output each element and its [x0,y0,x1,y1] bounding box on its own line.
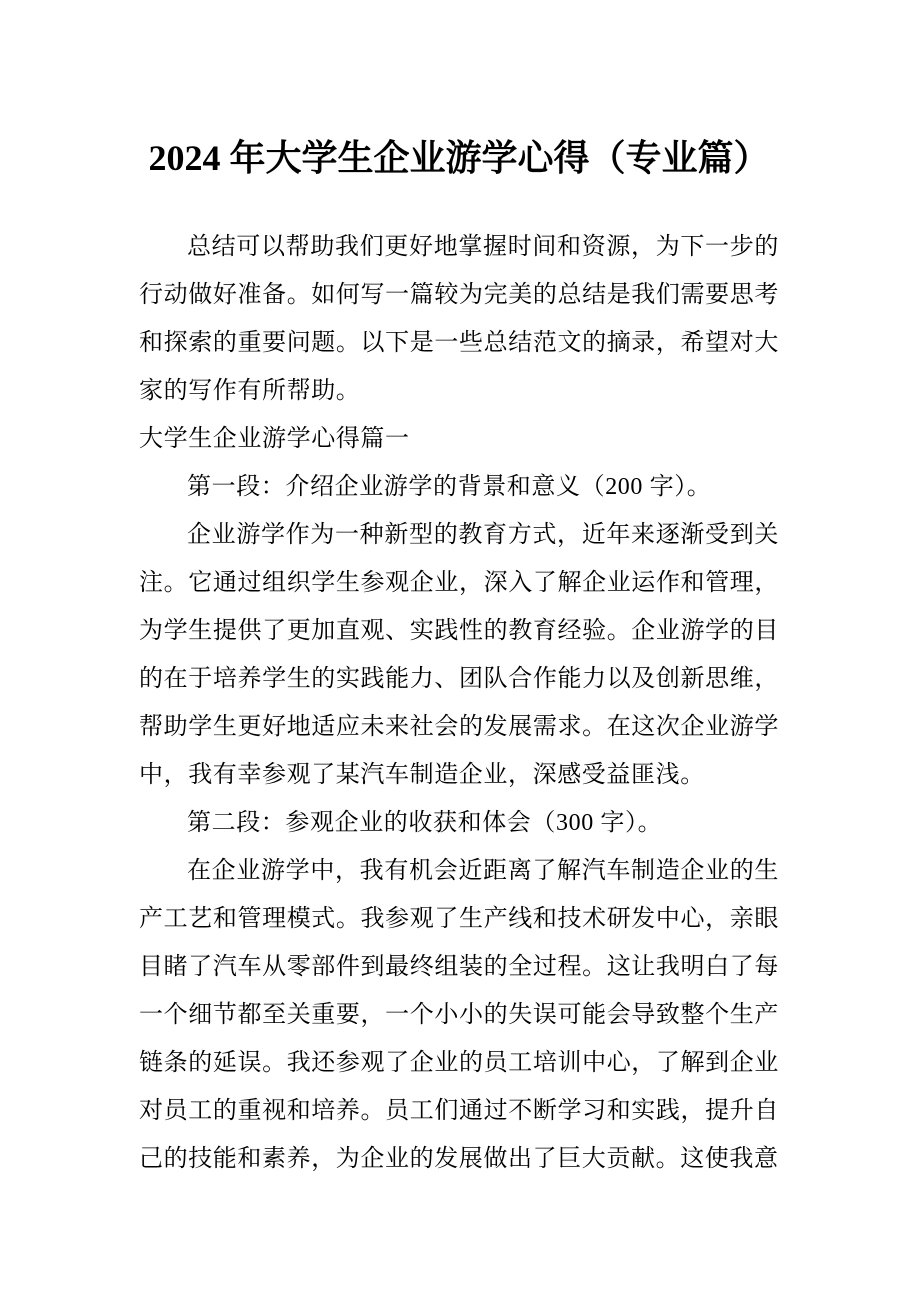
document-title: 2024 年大学生企业游学心得（专业篇） [148,138,770,178]
paragraph-first-section-body: 企业游学作为一种新型的教育方式，近年来逐渐受到关注。它通过组织学生参观企业，深入了解企业运作和管理，为学生提供了更加直观、实践性的教育经验。企业游学的目的在于培养学生的实践能力、团队合作能力以及创新思维，帮助学生更好地适应未来社会的发展需求。在这次企业游学中，我有幸参观了某汽车制造企业，深感受益匪浅。 [139,522,779,788]
paragraph-first-section-label: 第一段：介绍企业游学的背景和意义（200 字）。 [187,474,712,500]
section-heading: 大学生企业游学心得篇一 [139,426,410,452]
paragraph-second-section-body: 在企业游学中，我有机会近距离了解汽车制造企业的生产工艺和管理模式。我参观了生产线和技术研发中心，亲眼目睹了汽车从零部件到最终组装的全过程。这让我明白了每一个细节都至关重要，一个小小的失误可能会导致整个生产链条的延误。我还参观了企业的员工培训中心，了解到企业对员工的重视和培养。员工们通过不断学习和实践，提升自己的技能和素养，为企业的发展做出了巨大贡献。这使我意 [139,858,779,1172]
paragraph-second-section-label: 第二段：参观企业的收获和体会（300 字）。 [187,810,663,836]
intro-paragraph: 总结可以帮助我们更好地掌握时间和资源，为下一步的行动做好准备。如何写一篇较为完美的总结是我们需要思考和探索的重要问题。以下是一些总结范文的摘录，希望对大家的写作有所帮助。 [139,234,779,404]
document-body [139,223,779,1183]
